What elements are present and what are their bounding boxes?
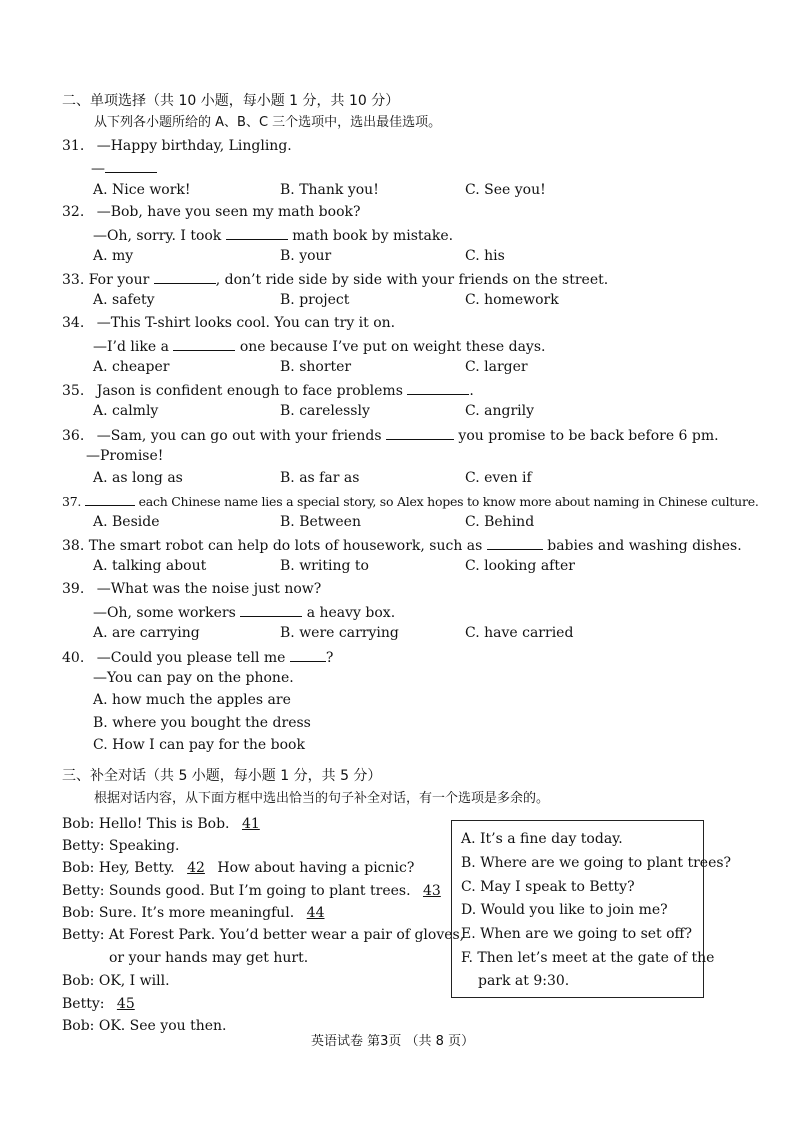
q36-prompt-start: —Sam, you can go out with your friends [96, 428, 382, 444]
q32-prompt: —Bob, have you seen my math book? [96, 204, 361, 220]
q38-blank [487, 537, 543, 550]
q31-option-c: C. See you! [465, 182, 546, 198]
q35-option-a: A. calmly [93, 403, 159, 419]
q36-line1 [62, 427, 719, 443]
q34-option-a: A. cheaper [93, 359, 170, 375]
q32-option-c: C. his [465, 248, 505, 264]
dialogue-line-4 [62, 884, 449, 898]
q33-line1 [62, 271, 608, 287]
q33-option-a: A. safety [93, 292, 155, 308]
section2-instruction: 从下列各小题所给的 A、B、C 三个选项中，选出最佳选项。 [94, 115, 442, 130]
dialogue-line-6: Betty: At Forest Park. You’d better wear a pair of gloves, [62, 927, 465, 943]
q31-dash: — [91, 161, 105, 177]
q31-line1 [62, 139, 292, 153]
q40-option-a: A. how much the apples are [93, 692, 291, 708]
q33-blank [154, 271, 216, 284]
q34-number: 34. [62, 315, 85, 331]
q35-option-b: B. carelessly [280, 403, 370, 419]
q40-number: 40. [62, 650, 85, 666]
blank-42: 42 [187, 860, 205, 876]
q40-option-b: B. where you bought the dress [93, 715, 311, 731]
q32-reply-end: math book by mistake. [292, 228, 454, 244]
dialogue-line-7: or your hands may get hurt. [109, 950, 309, 966]
q31-number: 31. [62, 138, 85, 154]
box-option-b: B. Where are we going to plant trees? [461, 855, 732, 871]
section2-heading: 二、单项选择（共 10 小题，每小题 1 分，共 10 分） [62, 93, 400, 109]
dialogue-betty-plant: Betty: Sounds good. But I’m going to plant trees. [62, 883, 411, 899]
page-footer: 英语试卷 第3页 （共 8 页） [311, 1034, 475, 1049]
dialogue-betty-label: Betty: [62, 996, 105, 1012]
options-box [451, 820, 732, 998]
q40-blank [290, 649, 326, 662]
q37-line1 [62, 493, 759, 509]
blank-43: 43 [422, 883, 441, 899]
q40-reply: —You can pay on the phone. [93, 670, 294, 686]
dialogue-bob-sure: Bob: Sure. It’s more meaningful. [62, 905, 295, 921]
q39-prompt: —What was the noise just now? [96, 581, 322, 597]
q36-option-c: C. even if [465, 470, 532, 486]
q34-blank [173, 338, 235, 351]
q39-reply-start: —Oh, some workers [93, 605, 236, 621]
q34-line1 [62, 316, 395, 330]
q40-line1 [62, 649, 333, 665]
q33-prompt-end: , don’t ride side by side with your friends on the street. [215, 272, 609, 288]
q39-line1 [62, 582, 321, 596]
q37-option-c: C. Behind [465, 514, 535, 530]
q37-option-b: B. Between [280, 514, 361, 530]
q35-prompt-end: . [469, 383, 474, 399]
q39-number: 39. [62, 581, 85, 597]
q36-number: 36. [62, 428, 85, 444]
q37-option-a: A. Beside [93, 514, 160, 530]
q37-prompt: each Chinese name lies a special story, so Alex hopes to know more about naming in Chinese culture. [138, 494, 759, 509]
q34-line2 [93, 338, 545, 354]
q39-blank [240, 604, 302, 617]
q32-reply-start: —Oh, sorry. I took [93, 228, 222, 244]
q40-prompt-start: —Could you please tell me [96, 650, 286, 666]
blank-41: 41 [241, 816, 260, 832]
dialogue-bob-greeting: Bob: Hello! This is Bob. [62, 816, 230, 832]
q36-prompt-end: you promise to be back before 6 pm. [458, 428, 719, 444]
q36-reply: —Promise! [86, 448, 164, 464]
q33-option-b: B. project [280, 292, 350, 308]
q34-reply-end: one because I’ve put on weight these days. [239, 339, 546, 355]
q31-line2 [91, 160, 157, 176]
dialogue-line-10: Bob: OK. See you then. [62, 1018, 227, 1034]
dialogue-line-5 [62, 906, 333, 920]
q38-option-c: C. looking after [465, 558, 575, 574]
box-option-d: D. Would you like to join me? [461, 902, 668, 918]
q32-option-b: B. your [280, 248, 332, 264]
q39-line2 [93, 604, 395, 620]
q38-option-a: A. talking about [93, 558, 207, 574]
q40-option-c: C. How I can pay for the book [93, 737, 305, 753]
box-option-f-line1: F. Then let’s meet at the gate of the [461, 950, 715, 966]
box-option-a: A. It’s a fine day today. [461, 831, 623, 847]
q32-blank [226, 227, 288, 240]
dialogue-line-3 [62, 861, 414, 875]
q39-reply-end: a heavy box. [306, 605, 396, 621]
box-option-c: C. May I speak to Betty? [461, 879, 635, 895]
dialogue-line-9 [62, 997, 143, 1011]
q35-prompt-start: Jason is confident enough to face problems [96, 383, 403, 399]
q31-prompt: —Happy birthday, Lingling. [96, 138, 292, 154]
q31-option-b: B. Thank you! [280, 182, 379, 198]
q39-option-b: B. were carrying [280, 625, 399, 641]
q31-blank [105, 160, 157, 173]
q36-option-a: A. as long as [93, 470, 183, 486]
q39-option-a: A. are carrying [93, 625, 200, 641]
q37-blank [85, 493, 135, 506]
q32-option-a: A. my [93, 248, 134, 264]
q35-option-c: C. angrily [465, 403, 534, 419]
q33-prompt-start: 33. For your [62, 272, 150, 288]
q35-number: 35. [62, 383, 85, 399]
q38-line1 [62, 537, 742, 553]
dialogue-line-2: Betty: Speaking. [62, 838, 180, 854]
q35-blank [407, 382, 469, 395]
box-option-e: E. When are we going to set off? [461, 926, 692, 942]
q35-line1 [62, 382, 474, 398]
q38-option-b: B. writing to [280, 558, 369, 574]
q36-blank [386, 427, 454, 440]
blank-44: 44 [306, 905, 325, 921]
q32-line2 [93, 227, 453, 243]
q33-option-c: C. homework [465, 292, 559, 308]
q38-prompt-start: 38. The smart robot can help do lots of housework, such as [62, 538, 483, 554]
dialogue-bob-picnic: How about having a picnic? [217, 860, 415, 876]
q32-line1 [62, 205, 361, 219]
q34-option-c: C. larger [465, 359, 528, 375]
q40-prompt-end: ? [325, 650, 334, 666]
dialogue-line-1 [62, 817, 268, 831]
section3-instruction: 根据对话内容，从下面方框中选出恰当的句子补全对话，有一个选项是多余的。 [94, 791, 550, 806]
blank-45: 45 [116, 996, 135, 1012]
q31-option-a: A. Nice work! [93, 182, 191, 198]
q37-number: 37. [62, 494, 82, 509]
q32-number: 32. [62, 204, 85, 220]
dialogue-line-8: Bob: OK, I will. [62, 973, 170, 989]
q39-option-c: C. have carried [465, 625, 574, 641]
box-option-f-line2: park at 9:30. [478, 973, 570, 989]
q38-prompt-end: babies and washing dishes. [547, 538, 742, 554]
q34-prompt: —This T-shirt looks cool. You can try it on. [96, 315, 396, 331]
q34-reply-start: —I’d like a [93, 339, 169, 355]
dialogue-bob-hey: Bob: Hey, Betty. [62, 860, 175, 876]
section3-heading: 三、补全对话（共 5 小题，每小题 1 分，共 5 分） [62, 768, 382, 784]
q36-option-b: B. as far as [280, 470, 360, 486]
q34-option-b: B. shorter [280, 359, 352, 375]
